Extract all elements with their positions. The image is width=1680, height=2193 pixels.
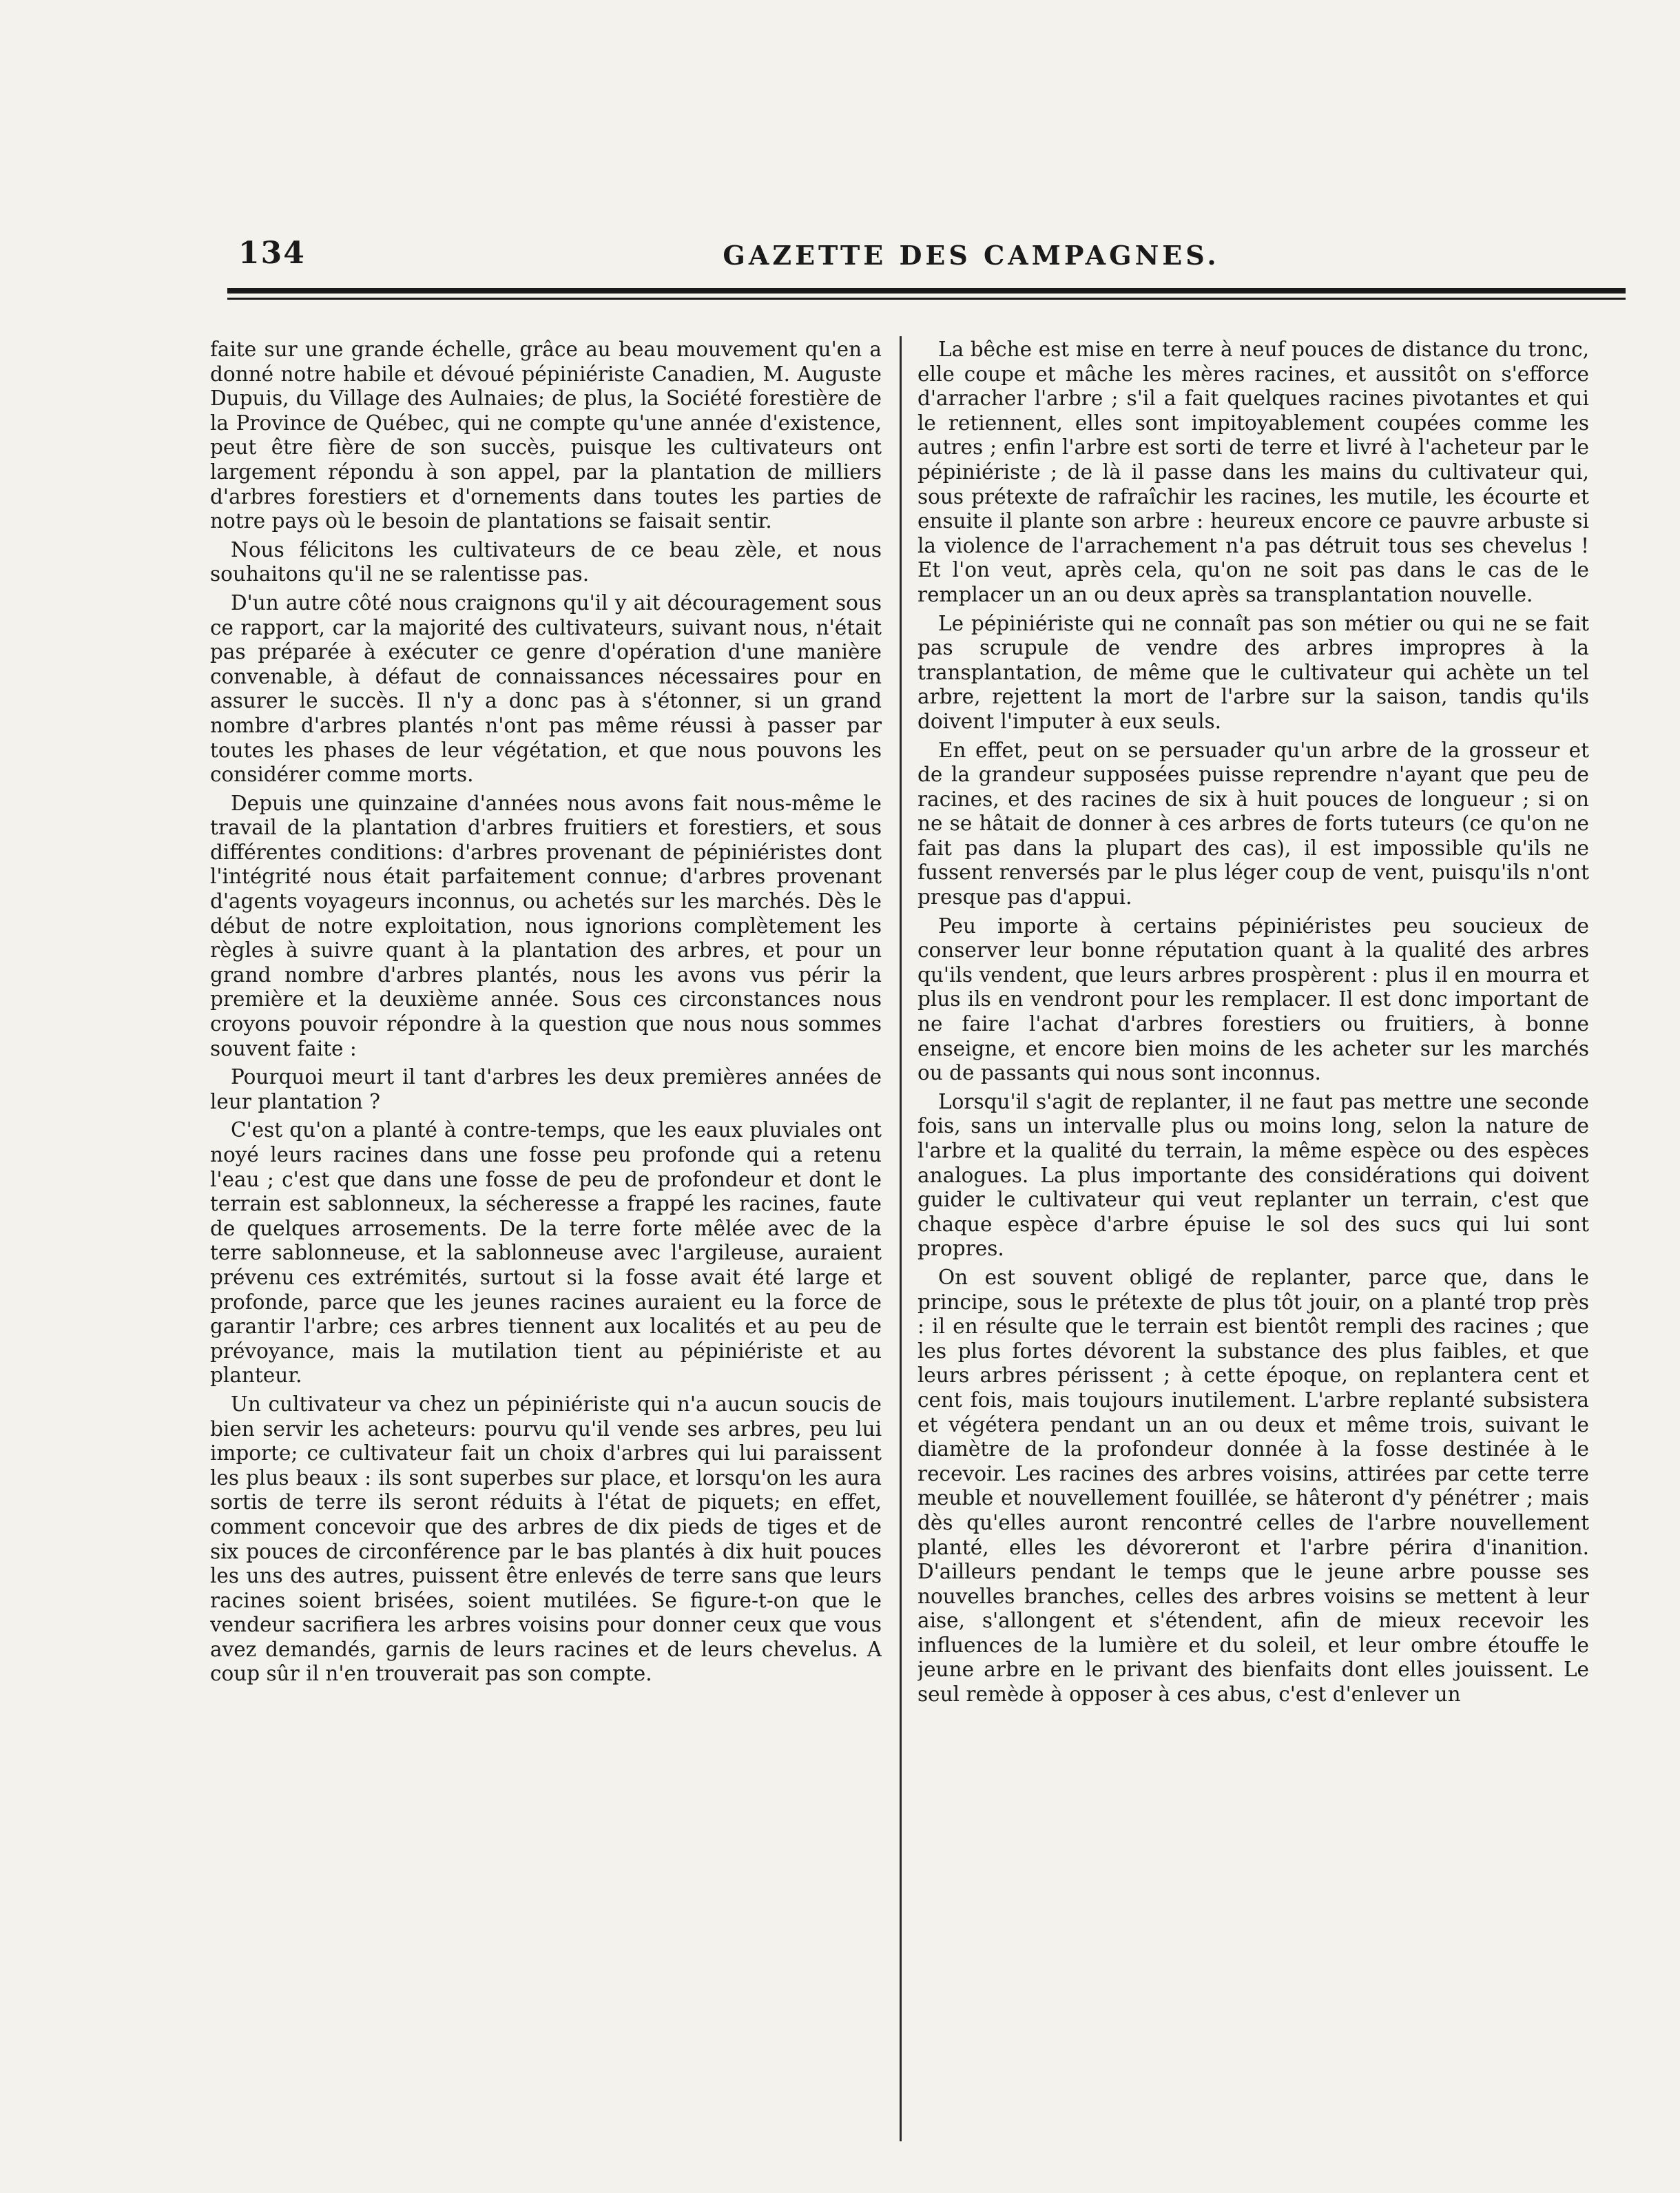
paragraph: C'est qu'on a planté à contre-temps, que les eaux pluviales ont noyé leurs racines dans une fosse peu profonde qui a retenu l'eau ; c'est que dans une fosse de peu de profondeur et dont le terrain est sablonneux, la sécheresse a frappé les racines, faute de quelques arrosements. De la terre forte mêlée avec de la terre sablonneuse, et la sablonneuse avec l'argileuse, auraient prévenu ces extrémités, surtout si la fosse avait été large et profonde, parce que les jeunes racines auraient eu la force de garantir l'arbre; ces arbres tiennent aux localités et au peu de prévoyance, mais la mutilation tient au pépiniériste et au planteur.	[210, 1118, 882, 1388]
page-header	[227, 234, 1626, 276]
paragraph: Lorsqu'il s'agit de replanter, il ne faut pas mettre une seconde fois, sans un intervalle plus ou moins long, selon la nature de l'arbre et la qualité du terrain, la même espèce ou des espèces analogues. La plus importante des considérations qui doivent guider le cultivateur qui veut replanter un terrain, c'est que chaque espèce d'arbre épuise le sol des sucs qui lui sont propres.	[917, 1089, 1589, 1261]
column-divider	[900, 336, 902, 2141]
paragraph: Le pépiniériste qui ne connaît pas son métier ou qui ne se fait pas scrupule de vendre des arbres impropres à la transplantation, de même que le cultivateur qui achète un tel arbre, rejettent la mort de l'arbre sur la saison, tandis qu'ils doivent l'imputer à eux seuls.	[917, 611, 1589, 733]
journal-title: GAZETTE DES CAMPAGNES.	[723, 240, 1220, 271]
paragraph: Peu importe à certains pépiniéristes peu soucieux de conserver leur bonne réputation quant à la qualité des arbres qu'ils vendent, que leurs arbres prospèrent : plus il en mourra et plus ils en vendront pour les remplacer. Il est donc important de ne faire l'achat d'arbres forestiers ou fruitiers, à bonne enseigne, et encore bien moins de les acheter sur les marchés ou de passants qui nous sont inconnus.	[917, 914, 1589, 1085]
left-column	[210, 338, 882, 2170]
header-rule-thin	[227, 298, 1626, 300]
paragraph: Un cultivateur va chez un pépiniériste qui n'a aucun soucis de bien servir les acheteurs: pourvu qu'il vende ses arbres, peu lui importe; ce cultivateur fait un choix d'arbres qui lui paraissent les plus beaux : ils sont superbes sur place, et lorsqu'on les aura sortis de terre ils seront réduits à l'état de piquets; en effet, comment concevoir que des arbres de dix pieds de tiges et de six pouces de circonférence par le bas plantés à dix huit pouces les uns des autres, puissent être enlevés de terre sans que leurs racines soient brisées, soient mutilées. Se figure-t-on que le vendeur sacrifiera les arbres voisins pour donner ceux que vous avez demandés, garnis de leurs racines et de leurs chevelus. A coup sûr il n'en trouverait pas son compte.	[210, 1392, 882, 1686]
paragraph: Depuis une quinzaine d'années nous avons fait nous-même le travail de la plantation d'arbres fruitiers et forestiers, et sous différentes conditions: d'arbres provenant de pépiniéristes dont l'intégrité nous était parfaitement connue; d'arbres provenant d'agents voyageurs inconnus, ou achetés sur les marchés. Dès le début de notre exploitation, nous ignorions complètement les règles à suivre quant à la plantation des arbres, et pour un grand nombre d'arbres plantés, nous les avons vus périr la première et la deuxième année. Sous ces circonstances nous croyons pouvoir répondre à la question que nous nous sommes souvent faite :	[210, 791, 882, 1060]
right-column	[917, 338, 1589, 2170]
paragraph: On est souvent obligé de replanter, parce que, dans le principe, sous le prétexte de plus tôt jouir, on a planté trop près : il en résulte que le terrain est bientôt rempli des racines ; que les plus fortes dévorent la substance des plus faibles, et que leurs arbres périssent ; à cette époque, on replantera cent et cent fois, mais toujours inutilement. L'arbre replanté subsistera et végétera pendant un an ou deux et même trois, suivant le diamètre de la profondeur donnée à la fosse destinée à le recevoir. Les racines des arbres voisins, attirées par cette terre meuble et nouvellement fouillée, se hâteront d'y pénétrer ; mais dès qu'elles auront rencontré celles de l'arbre nouvellement planté, elles les dévoreront et l'arbre périra d'inanition. D'ailleurs pendant le temps que le jeune arbre pousse ses nouvelles branches, celles des arbres voisins se mettent à leur aise, s'allongent et s'étendent, afin de mieux recevoir les influences de la lumière et du soleil, et leur ombre étouffe le jeune arbre en le privant des bienfaits dont elles jouissent. Le seul remède à opposer à ces abus, c'est d'enlever un	[917, 1265, 1589, 1707]
paragraph: La bêche est mise en terre à neuf pouces de distance du tronc, elle coupe et mâche les mères racines, et aussitôt on s'efforce d'arracher l'arbre ; s'il a fait quelques racines pivotantes et qui le retiennent, elles sont impitoyablement coupées comme les autres ; enfin l'arbre est sorti de terre et livré à l'acheteur par le pépiniériste ; de là il passe dans les mains du cultivateur qui, sous prétexte de rafraîchir les racines, les mutile, les écourte et ensuite il plante son arbre : heureux encore ce pauvre arbuste si la violence de l'arrachement n'a pas détruit tous ses chevelus ! Et l'on veut, après cela, qu'on ne soit pas dans le cas de le remplacer un an ou deux après sa transplantation nouvelle.	[917, 338, 1589, 606]
header-rule-thick	[227, 288, 1626, 294]
paragraph: En effet, peut on se persuader qu'un arbre de la grosseur et de la grandeur supposées puisse reprendre n'ayant que peu de racines, et des racines de six à huit pouces de longueur ; si on ne se hâtait de donner à ces arbres de forts tuteurs (ce qu'on ne fait pas dans la plupart des cas), il est impossible qu'ils ne fussent renversés par le plus léger coup de vent, puisqu'ils n'ont presque pas d'appui.	[917, 738, 1589, 909]
question-paragraph: Pourquoi meurt il tant d'arbres les deux premières années de leur plantation ?	[210, 1065, 882, 1113]
paragraph: Nous félicitons les cultivateurs de ce beau zèle, et nous souhaitons qu'il ne se ralentisse pas.	[210, 537, 882, 586]
paragraph: D'un autre côté nous craignons qu'il y ait découragement sous ce rapport, car la majorité des cultivateurs, suivant nous, n'était pas préparée à exécuter ce genre d'opération d'une manière convenable, à défaut de connaissances nécessaires pour en assurer le succès. Il n'y a donc pas à s'étonner, si un grand nombre d'arbres plantés n'ont pas même réussi à passer par toutes les phases de leur végétation, et que nous pouvons les considérer comme morts.	[210, 590, 882, 787]
paragraph: faite sur une grande échelle, grâce au beau mouvement qu'en a donné notre habile et dévoué pépiniériste Canadien, M. Auguste Dupuis, du Village des Aulnaies; de plus, la Société forestière de la Province de Québec, qui ne compte qu'une année d'existence, peut être fière de son succès, puisque les cultivateurs ont largement répondu à son appel, par la plantation de milliers d'arbres forestiers et d'ornements dans toutes les parties de notre pays où le besoin de plantations se faisait sentir.	[210, 338, 882, 533]
page-number: 134	[238, 236, 306, 271]
